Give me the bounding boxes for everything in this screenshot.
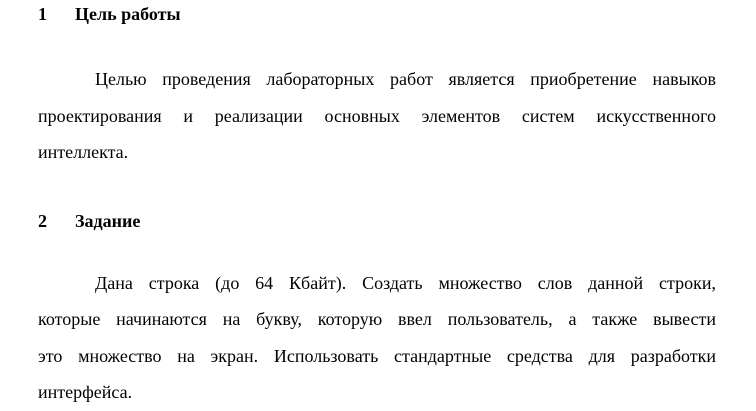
section-number: 1 <box>38 4 47 24</box>
paragraph-line: Дана строка (до 64 Кбайт). Создать множество слов данной строки, <box>95 272 716 293</box>
paragraph-line: проектирования и реализации основных элементов систем искусственного <box>38 105 716 126</box>
paragraph-task <box>38 265 716 411</box>
section-heading-goal <box>38 2 716 27</box>
paragraph-line: Целью проведения лабораторных работ является приобретение навыков <box>95 69 716 89</box>
paragraph-line: интеллекта. <box>38 142 129 162</box>
section-heading-task <box>38 209 716 234</box>
section-title: Цель работы <box>75 4 181 24</box>
paragraph-goal <box>38 61 716 171</box>
paragraph-line: интерфейса. <box>38 382 133 402</box>
paragraph-line: это множество на экран. Использовать стандартные средства для разработки <box>38 345 716 366</box>
section-title: Задание <box>75 210 141 231</box>
paragraph-line: которые начинаются на букву, которую ввел пользователь, а также вывести <box>38 309 716 329</box>
section-number: 2 <box>38 210 47 231</box>
